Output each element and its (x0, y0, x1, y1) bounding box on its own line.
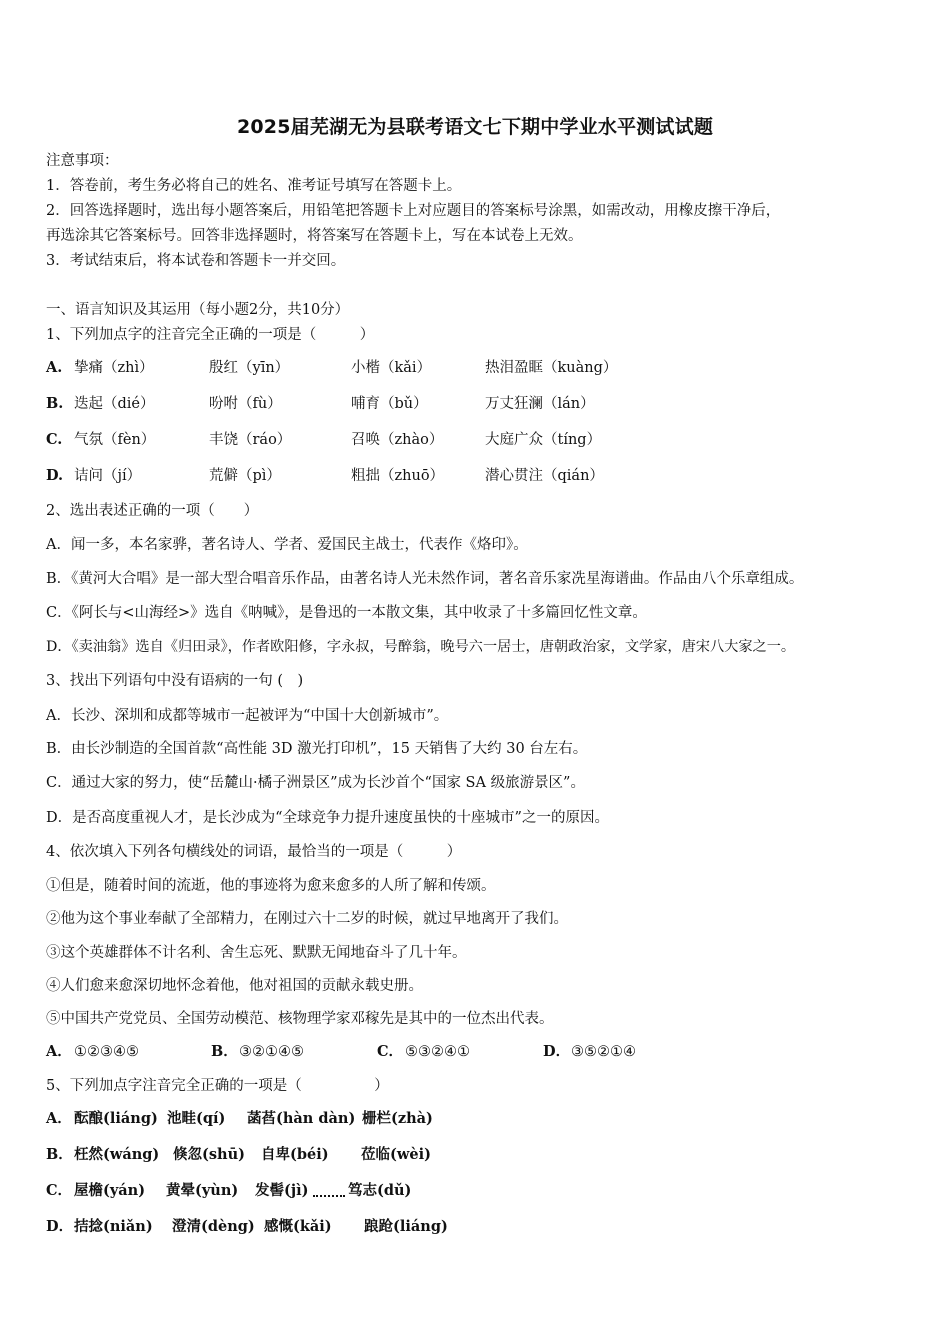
option-item: ③⑤②①④ (571, 1044, 636, 1060)
option-label: B． (211, 1043, 238, 1060)
q5-stem: 5、下列加点字注音完全正确的一项是（ ） (46, 1078, 389, 1094)
option-item: 枉然(wáng) (74, 1146, 160, 1163)
option-item: ③②①④⑤ (239, 1044, 304, 1060)
option-item: 菡萏(hàn dàn) (247, 1110, 356, 1127)
notice-heading: 注意事项： (46, 153, 119, 169)
option-item: 栅栏(zhà) (362, 1110, 433, 1127)
option-item: 荒僻（pì） (209, 468, 281, 484)
option-item: 屋檐(yán) (74, 1182, 146, 1199)
q1-stem: 1、下列加点字的注音完全正确的一项是（ ） (46, 327, 375, 343)
q2-option-d: D．《卖油翁》选自《归田录》，作者欧阳修，字永叔，号醉翁，晚号六一居士，唐朝政治家，文学家，唐宋八大家之一。 (46, 639, 796, 655)
option-label: D． (543, 1043, 571, 1060)
option-item: 拮捻(niǎn) (74, 1218, 153, 1235)
q4-sentence-1: ①但是，随着时间的流逝，他的事迹将为愈来愈多的人所了解和传颂。 (46, 878, 496, 894)
option-item: 粗拙（zhuō） (351, 468, 445, 484)
option-item: 热泪盈眶（kuàng） (485, 360, 618, 376)
q2-stem: 2、选出表述正确的一项（ ） (46, 503, 259, 519)
option-item: 自卑(béi) (261, 1146, 329, 1163)
option-label: D． (46, 1218, 74, 1235)
q3-option-b: B．由长沙制造的全国首款“高性能 3D 激光打印机”，15 天销售了大约 30 台左右。 (46, 741, 588, 757)
option-label: A． (46, 1043, 72, 1060)
q3-option-a: A．长沙、深圳和成都等城市一起被评为“中国十大创新城市”。 (46, 708, 449, 724)
option-item: 笃志(dǔ) (348, 1182, 412, 1199)
q4-stem: 4、依次填入下列各句横线处的词语，最恰当的一项是（ ） (46, 844, 462, 860)
option-item: 迭起（dié） (74, 396, 155, 412)
page-title: 2025届芜湖无为县联考语文七下期中学业水平测试试题 (236, 116, 714, 138)
option-item: 踉跄(liáng) (364, 1218, 448, 1235)
option-item: ①②③④⑤ (74, 1044, 139, 1060)
q3-option-d: D．是否高度重视人才，是长沙成为“全球竞争力提升速度虽快的十座城市”之一的原因。 (46, 810, 609, 826)
option-label: A. (46, 359, 63, 376)
option-label: A． (46, 1110, 72, 1127)
option-label: C． (377, 1043, 404, 1060)
q4-sentence-3: ③这个英雄群体不计名利、舍生忘死、默默无闻地奋斗了几十年。 (46, 945, 467, 961)
option-item: 黄晕(yùn) (166, 1182, 239, 1199)
option-item: 小楷（kǎi） (351, 360, 432, 376)
option-label: C． (46, 1182, 73, 1199)
option-item: 大庭广众（tíng） (485, 432, 602, 448)
q4-sentence-4: ④人们愈来愈深切地怀念着他，他对祖国的贡献永载史册。 (46, 978, 423, 994)
section-heading: 一、语言知识及其运用（每小题2分，共10分） (46, 302, 350, 318)
option-item: 发髻(jì) (255, 1182, 309, 1199)
notice-item-3: 3．考试结束后，将本试卷和答题卡一并交回。 (46, 253, 346, 269)
option-item: 哺育（bǔ） (351, 396, 428, 412)
option-item: 召唤（zhào） (351, 432, 444, 448)
option-label: B. (46, 395, 64, 412)
q3-stem: 3、找出下列语句中没有语病的一句 ( ) (46, 673, 304, 689)
notice-item-1: 1．答卷前，考生务必将自己的姓名、准考证号填写在答题卡上。 (46, 178, 462, 194)
option-item: 倏忽(shū) (173, 1146, 245, 1163)
option-label: B． (46, 1146, 73, 1163)
option-label: D. (46, 467, 64, 484)
option-item: 莅临(wèi) (361, 1146, 431, 1163)
option-item: 酝酿(liáng) (74, 1110, 158, 1127)
option-item: 潜心贯注（qián） (485, 468, 604, 484)
option-item: ⑤③②④① (405, 1044, 470, 1060)
option-item: 诘问（jí） (74, 468, 142, 484)
option-item: 丰饶（ráo） (209, 432, 292, 448)
option-item: 万丈狂澜（lán） (485, 396, 595, 412)
q2-option-c: C．《阿长与<山海经>》选自《呐喊》，是鲁迅的一本散文集，其中收录了十多篇回忆性文章。 (46, 605, 647, 621)
option-label: C. (46, 431, 63, 448)
q2-option-b: B．《黄河大合唱》是一部大型合唱音乐作品，由著名诗人光未然作词，著名音乐家冼星海谱曲。作品由八个乐章组成。 (46, 571, 804, 587)
option-item: 吩咐（fù） (209, 396, 282, 412)
option-item: 殷红（yīn） (209, 360, 290, 376)
option-item: 挚痛（zhì） (74, 360, 154, 376)
option-item: 气氛（fèn） (74, 432, 156, 448)
option-item: 澄清(dèng) (172, 1218, 255, 1235)
notice-item-2a: 2．回答选择题时，选出每小题答案后，用铅笔把答题卡上对应题目的答案标号涂黑，如需改动，用橡皮擦干净后， (46, 203, 781, 219)
notice-item-2b: 再选涂其它答案标号。回答非选择题时，将答案写在答题卡上，写在本试卷上无效。 (46, 228, 583, 244)
q3-option-c: C．通过大家的努力，使“岳麓山·橘子洲景区”成为长沙首个“国家 SA 级旅游景区”。 (46, 775, 585, 791)
q4-sentence-5: ⑤中国共产党党员、全国劳动模范、核物理学家邓稼先是其中的一位杰出代表。 (46, 1011, 554, 1027)
dotted-mark (313, 1181, 347, 1203)
option-item: 感慨(kǎi) (264, 1218, 332, 1235)
q2-option-a: A．闻一多，本名家骅，著名诗人、学者、爱国民主战士，代表作《烙印》。 (46, 537, 528, 553)
q4-sentence-2: ②他为这个事业奉献了全部精力，在刚过六十二岁的时候，就过早地离开了我们。 (46, 911, 568, 927)
option-item: 池畦(qí) (167, 1110, 226, 1127)
